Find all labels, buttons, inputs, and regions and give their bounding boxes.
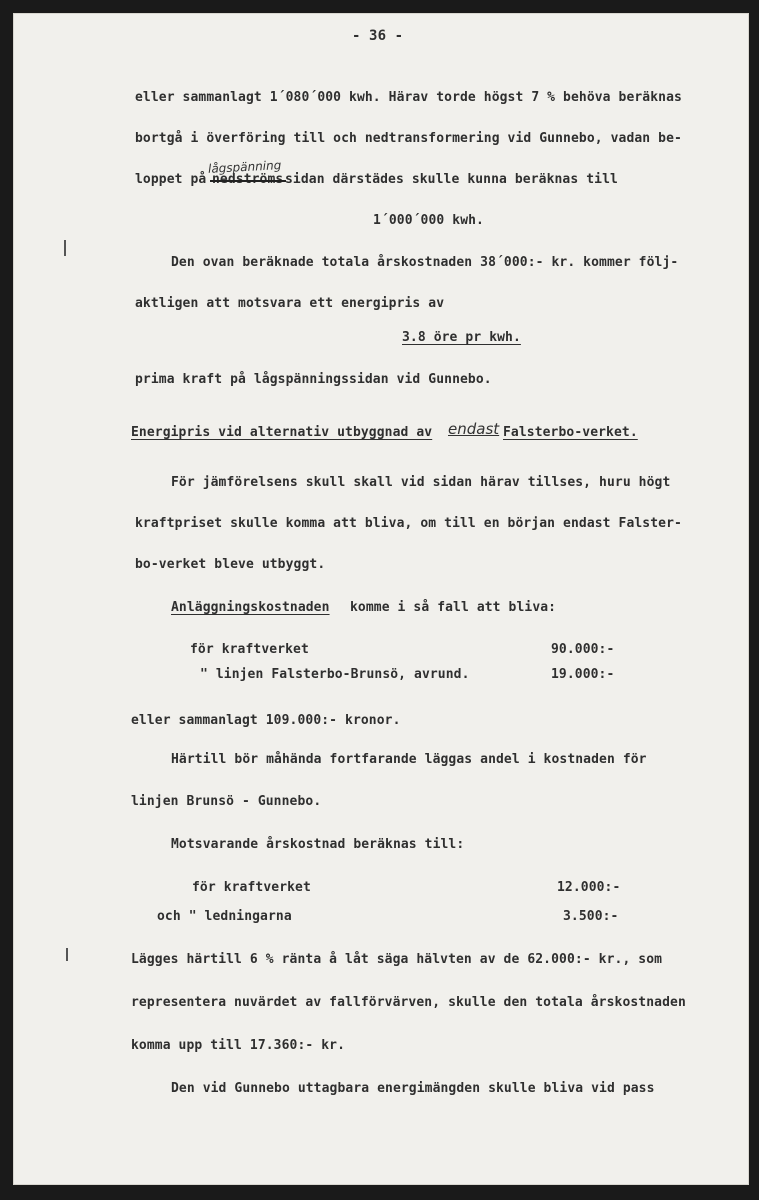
anlaggning-label: Anläggningskostnaden	[171, 600, 330, 615]
margin-mark	[66, 948, 68, 961]
text-line-1: eller sammanlagt 1´080´000 kwh. Härav torde högst 7 % behöva beräknas	[135, 90, 682, 105]
text-line-11: eller sammanlagt 109.000:- kronor.	[131, 713, 401, 728]
cost-value: 3.500:-	[563, 909, 619, 924]
margin-mark	[64, 240, 66, 256]
text-line-6: prima kraft på lågspänningssidan vid Gunnebo.	[135, 372, 492, 387]
energy-amount: 1´000´000 kwh.	[373, 213, 484, 228]
strikethrough-line	[210, 180, 286, 182]
cost-value: 19.000:-	[551, 667, 615, 682]
text-line-14: Motsvarande årskostnad beräknas till:	[171, 837, 465, 852]
energy-price-result: 3.8 öre pr kwh.	[402, 330, 521, 345]
text-line-5: aktligen att motsvara ett energipris av	[135, 296, 445, 311]
cost-label: " linjen Falsterbo-Brunsö, avrund.	[200, 667, 470, 682]
cost-value: 90.000:-	[551, 642, 615, 657]
text-line-9: bo-verket bleve utbyggt.	[135, 557, 326, 572]
line3-suffix: sidan därstädes skulle kunna beräknas till	[285, 172, 618, 187]
text-line-2: bortgå i överföring till och nedtransformering vid Gunnebo, vadan be-	[135, 131, 682, 146]
handwritten-insertion: lågspänning	[207, 158, 282, 176]
line3-prefix: loppet på	[135, 172, 207, 187]
text-line-10-rest: komme i så fall att bliva:	[350, 600, 557, 615]
heading-part-b: Falsterbo-verket.	[503, 425, 638, 440]
text-line-7: För jämförelsens skull skall vid sidan härav tillses, huru högt	[171, 475, 671, 490]
text-line-12: Härtill bör måhända fortfarande läggas andel i kostnaden för	[171, 752, 647, 767]
cost-label: för kraftverket	[190, 642, 309, 657]
heading-part-a: Energipris vid alternativ utbyggnad av	[131, 425, 433, 440]
cost-label: för kraftverket	[192, 880, 311, 895]
text-line-13: linjen Brunsö - Gunnebo.	[131, 794, 322, 809]
text-line-17: komma upp till 17.360:- kr.	[131, 1038, 346, 1053]
text-line-16: representera nuvärdet av fallförvärven, skulle den totala årskostnaden	[131, 995, 686, 1010]
text-line-15: Lägges härtill 6 % ränta å låt säga hälvten av de 62.000:- kr., som	[131, 952, 663, 967]
page-number: - 36 -	[352, 28, 404, 44]
text-line-4: Den ovan beräknade totala årskostnaden 38´000:- kr. kommer följ-	[171, 255, 679, 270]
cost-label: och " ledningarna	[157, 909, 292, 924]
text-line-8: kraftpriset skulle komma att bliva, om till en början endast Falster-	[135, 516, 682, 531]
text-line-18: Den vid Gunnebo uttagbara energimängden skulle bliva vid pass	[171, 1081, 655, 1096]
heading-handwritten-word: endast	[448, 420, 500, 438]
cost-value: 12.000:-	[557, 880, 621, 895]
